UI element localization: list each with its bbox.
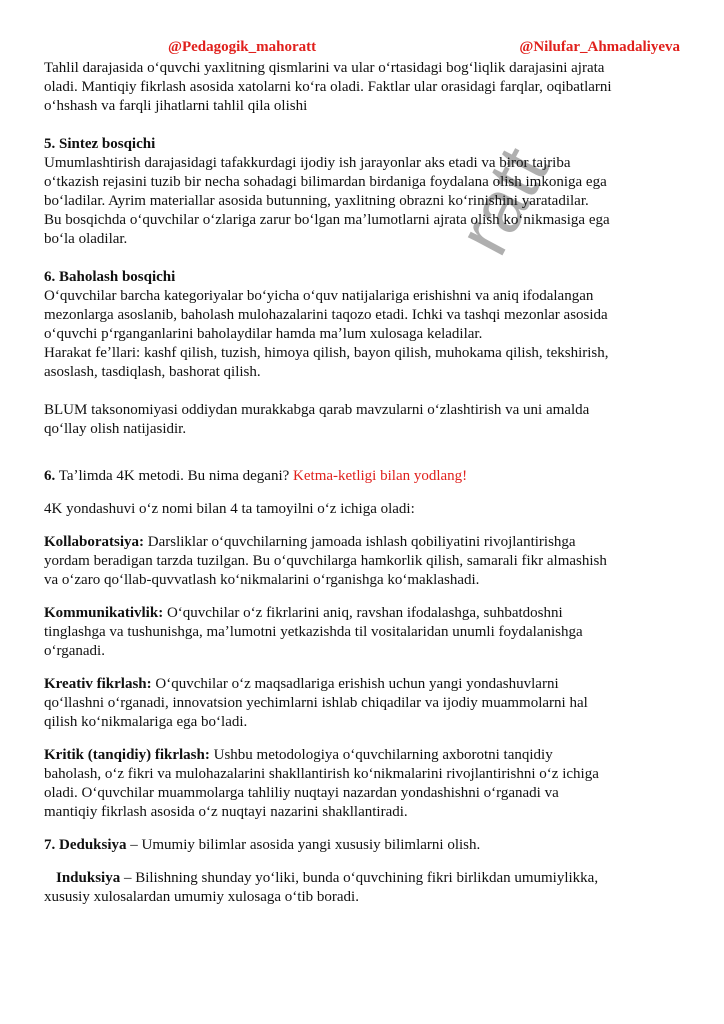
text-line: – Umumiy bilimlar asosida yangi xususiy bilimlarni olish. <box>126 837 481 853</box>
text-line: oʻhshash va farqli jihatlarni tahlil qila olishi <box>44 98 308 114</box>
term-kritik: Kritik (tanqidiy) fikrlash: <box>44 747 210 763</box>
text-line: oʻrganadi. <box>44 643 105 659</box>
term-deduksiya: 7. Deduksiya <box>44 837 127 853</box>
page-header <box>44 38 692 57</box>
kommunikativlik-paragraph <box>44 604 692 661</box>
blum-paragraph <box>44 401 692 439</box>
telegram-handle-right[interactable]: @Nilufar_Ahmadaliyeva <box>519 39 680 55</box>
text-line: Ushbu metodologiya oʻquvchilarning axborotni tanqidiy <box>209 747 553 763</box>
text-line: – Bilishning shunday yoʻliki, bunda oʻquvchining fikri birlikdan umumiylikka, <box>120 870 599 886</box>
text-line: Tahlil darajasida oʻquvchi yaxlitning qismlarini va ular oʻrtasidagi bogʻliqlik darajasini ajrata <box>44 60 605 76</box>
section-heading: 5. Sintez bosqichi <box>44 136 156 152</box>
text-line: mezonlarga asoslanib, baholash mulohazalarini taqozo etadi. Ichki va tashqi mezonlar asosida <box>44 307 608 323</box>
text-line: Umumlashtirish darajasidagi tafakkurdagi ijodiy ish jarayonlar aks etadi va biror tajriba <box>44 155 571 171</box>
text-line: oladi. Oʻquvchilar muammolarga tahliliy nuqtayi nazardan yondashishni oʻrganadi va <box>44 785 559 801</box>
deduksiya-paragraph <box>44 836 692 855</box>
question-highlight: Ketma-ketligi bilan yodlang! <box>293 468 468 484</box>
text-line: Darsliklar oʻquvchilarning jamoada ishlash qobiliyatini rivojlantirishga <box>144 534 576 550</box>
baholash-section <box>44 268 692 382</box>
question-text: Taʼlimda 4K metodi. Bu nima degani? <box>55 468 294 484</box>
text-line: baholash, oʻz fikri va mulohazalarini shakllantirish koʻnikmalarini rivojlantirishni oʻz ichiga <box>44 766 599 782</box>
intro-paragraph <box>44 59 692 116</box>
text-line: mantiqiy fikrlash asosida oʻz nuqtayi nazarini shakllantiradi. <box>44 804 408 820</box>
induksiya-paragraph <box>44 869 692 907</box>
text-line: Oʻquvchilar oʻz maqsadlariga erishish uchun yangi yondashuvlarni <box>151 676 559 692</box>
text-line: BLUM taksonomiyasi oddiydan murakkabga qarab mavzularni oʻzlashtirish va uni amalda <box>44 402 590 418</box>
text-line: qilish koʻnikmalariga ega boʻladi. <box>44 714 248 730</box>
kreativ-paragraph <box>44 675 692 732</box>
text-line: Harakat feʼllari: kashf qilish, tuzish, himoya qilish, bayon qilish, muhokama qilish, tekshirish, <box>44 345 609 361</box>
section-heading: 6. Baholash bosqichi <box>44 269 176 285</box>
text-line: Oʻquvchilar barcha kategoriyalar boʻyicha oʻquv natijalariga erishishni va aniq ifodalangan <box>44 288 594 304</box>
document-page <box>44 38 692 907</box>
term-kreativ: Kreativ fikrlash: <box>44 676 152 692</box>
text-line: Bu bosqichda oʻquvchilar oʻzlariga zarur boʻlgan maʼlumotlarni ajrata olish koʻnikmasiga ega <box>44 212 610 228</box>
term-kommunikativlik: Kommunikativlik: <box>44 605 164 621</box>
text-line: yordam beradigan tarzda tuzilgan. Bu oʻquvchilarga hamkorlik qilish, samarali fikr almashish <box>44 553 607 569</box>
sintez-section <box>44 135 692 249</box>
term-kollaboratsiya: Kollaboratsiya: <box>44 534 144 550</box>
text-line: xususiy xulosalardan umumiy xulosaga oʻtib boradi. <box>44 889 359 905</box>
text-line: boʻla oladilar. <box>44 231 128 247</box>
text-line: oʻtkazish rejasini tuzib bir necha sohadagi bilimardan birdaniga foydalana olish imkoniga ega <box>44 174 607 190</box>
text-line: qoʻllashni oʻrganadi, innovatsion yechimlarni ishlab chiqadilar va ijodiy muammolarni hal <box>44 695 588 711</box>
question-6 <box>44 467 692 486</box>
text-line: Oʻquvchilar oʻz fikrlarini aniq, ravshan ifodalashga, suhbatdoshni <box>163 605 563 621</box>
kritik-paragraph <box>44 746 692 822</box>
text-line: tinglashga va tushunishga, maʼlumotni yetkazishda til vositalaridan unumli foydalanishga <box>44 624 583 640</box>
question-number: 6. <box>44 468 56 484</box>
text-line: oʻquvchi pʻrganganlarini baholaydilar hamda maʼlum xulosaga keladilar. <box>44 326 483 342</box>
telegram-handle-left[interactable]: @Pedagogik_mahoratt <box>168 39 317 55</box>
term-induksiya: Induksiya <box>56 870 121 886</box>
text-line: asoslash, tasdiqlash, bashorat qilish. <box>44 364 261 380</box>
text-line: boʻladilar. Ayrim materiallar asosida butunning, yaxlitning obrazni koʻrinishini yaratadilar. <box>44 193 589 209</box>
kollaboratsiya-paragraph <box>44 533 692 590</box>
fourk-intro: 4K yondashuvi oʻz nomi bilan 4 ta tamoyilni oʻz ichiga oladi: <box>44 501 415 517</box>
text-line: oladi. Mantiqiy fikrlash asosida xatolarni koʻra oladi. Faktlar ular orasidagi farqlar, oqibatlarni <box>44 79 612 95</box>
text-line: qoʻllay olish natijasidir. <box>44 421 187 437</box>
text-line: va oʻzaro qoʻllab-quvvatlash koʻnikmalarini oʻrganishga koʻmaklashadi. <box>44 572 480 588</box>
watermark: ratt <box>440 134 565 268</box>
